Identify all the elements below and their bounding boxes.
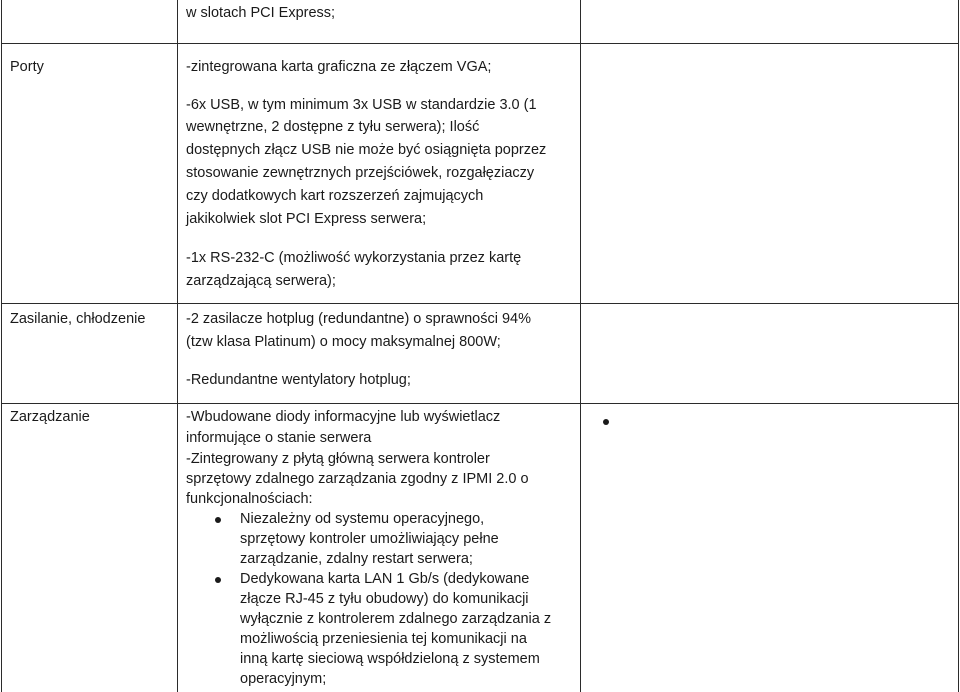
row-label-zasilanie: Zasilanie, chłodzenie bbox=[10, 311, 146, 327]
table-border-left bbox=[1, 0, 2, 692]
row-divider-2 bbox=[1, 303, 959, 304]
zasilanie-line: (tzw klasa Platinum) o mocy maksymalnej 800W; bbox=[186, 334, 501, 350]
row-divider-1 bbox=[1, 43, 959, 44]
bullet-dot-icon bbox=[215, 577, 221, 583]
porty-line: czy dodatkowych kart rozszerzeń zajmujących bbox=[186, 188, 484, 204]
row-label-porty: Porty bbox=[10, 59, 44, 75]
zarzadzanie-line: sprzętowy zdalnego zarządzania zgodny z IPMI 2.0 o bbox=[186, 471, 529, 487]
zasilanie-line: -2 zasilacze hotplug (redundantne) o sprawności 94% bbox=[186, 311, 531, 327]
bullet-2-line: wyłącznie z kontrolerem zdalnego zarządzania z bbox=[240, 611, 552, 627]
bullet-dot-icon bbox=[215, 517, 221, 523]
porty-line: stosowanie zewnętrznych przejściówek, rozgałęziaczy bbox=[186, 165, 535, 181]
zarzadzanie-line: -Wbudowane diody informacyjne lub wyświetlacz bbox=[186, 409, 501, 425]
row-label-zarzadzanie: Zarządzanie bbox=[10, 409, 90, 425]
bullet-2-line: złącze RJ-45 z tyłu obudowy) do komunikacji bbox=[240, 591, 529, 607]
bullet-1-line: Niezależny od systemu operacyjnego, bbox=[240, 511, 485, 527]
zarzadzanie-line: funkcjonalnościach: bbox=[186, 491, 313, 507]
bullet-2-line: operacyjnym; bbox=[240, 671, 327, 687]
top-row-text: w slotach PCI Express; bbox=[186, 5, 336, 21]
table-border-right bbox=[958, 0, 959, 692]
porty-line: dostępnych złącz USB nie może być osiągnięta poprzez bbox=[186, 142, 547, 158]
bullet-2-line: możliwością przeniesienia tej komunikacji na bbox=[240, 631, 527, 647]
bullet-2-line: Dedykowana karta LAN 1 Gb/s (dedykowane bbox=[240, 571, 530, 587]
row-divider-3 bbox=[1, 403, 959, 404]
bullet-2-line: inną kartę sieciową współdzieloną z systemem bbox=[240, 651, 540, 667]
porty-line: -6x USB, w tym minimum 3x USB w standardzie 3.0 (1 bbox=[186, 97, 537, 113]
empty-bullet-dot-icon bbox=[603, 419, 609, 425]
zasilanie-line: -Redundantne wentylatory hotplug; bbox=[186, 372, 411, 388]
porty-line: -1x RS-232-C (możliwość wykorzystania przez kartę bbox=[186, 250, 522, 266]
zarzadzanie-line: -Zintegrowany z płytą główną serwera kontroler bbox=[186, 451, 490, 467]
porty-line: zarządzającą serwera); bbox=[186, 273, 336, 289]
porty-line: jakikolwiek slot PCI Express serwera; bbox=[186, 211, 427, 227]
bullet-1-line: zarządzanie, zdalny restart serwera; bbox=[240, 551, 473, 567]
table-col-divider-1 bbox=[177, 0, 178, 692]
table-col-divider-2 bbox=[580, 0, 581, 692]
bullet-1-line: sprzętowy kontroler umożliwiający pełne bbox=[240, 531, 499, 547]
zarzadzanie-line: informujące o stanie serwera bbox=[186, 430, 372, 446]
porty-line: wewnętrzne, 2 dostępne z tyłu serwera); Ilość bbox=[186, 119, 480, 135]
porty-line: -zintegrowana karta graficzna ze złączem VGA; bbox=[186, 59, 492, 75]
